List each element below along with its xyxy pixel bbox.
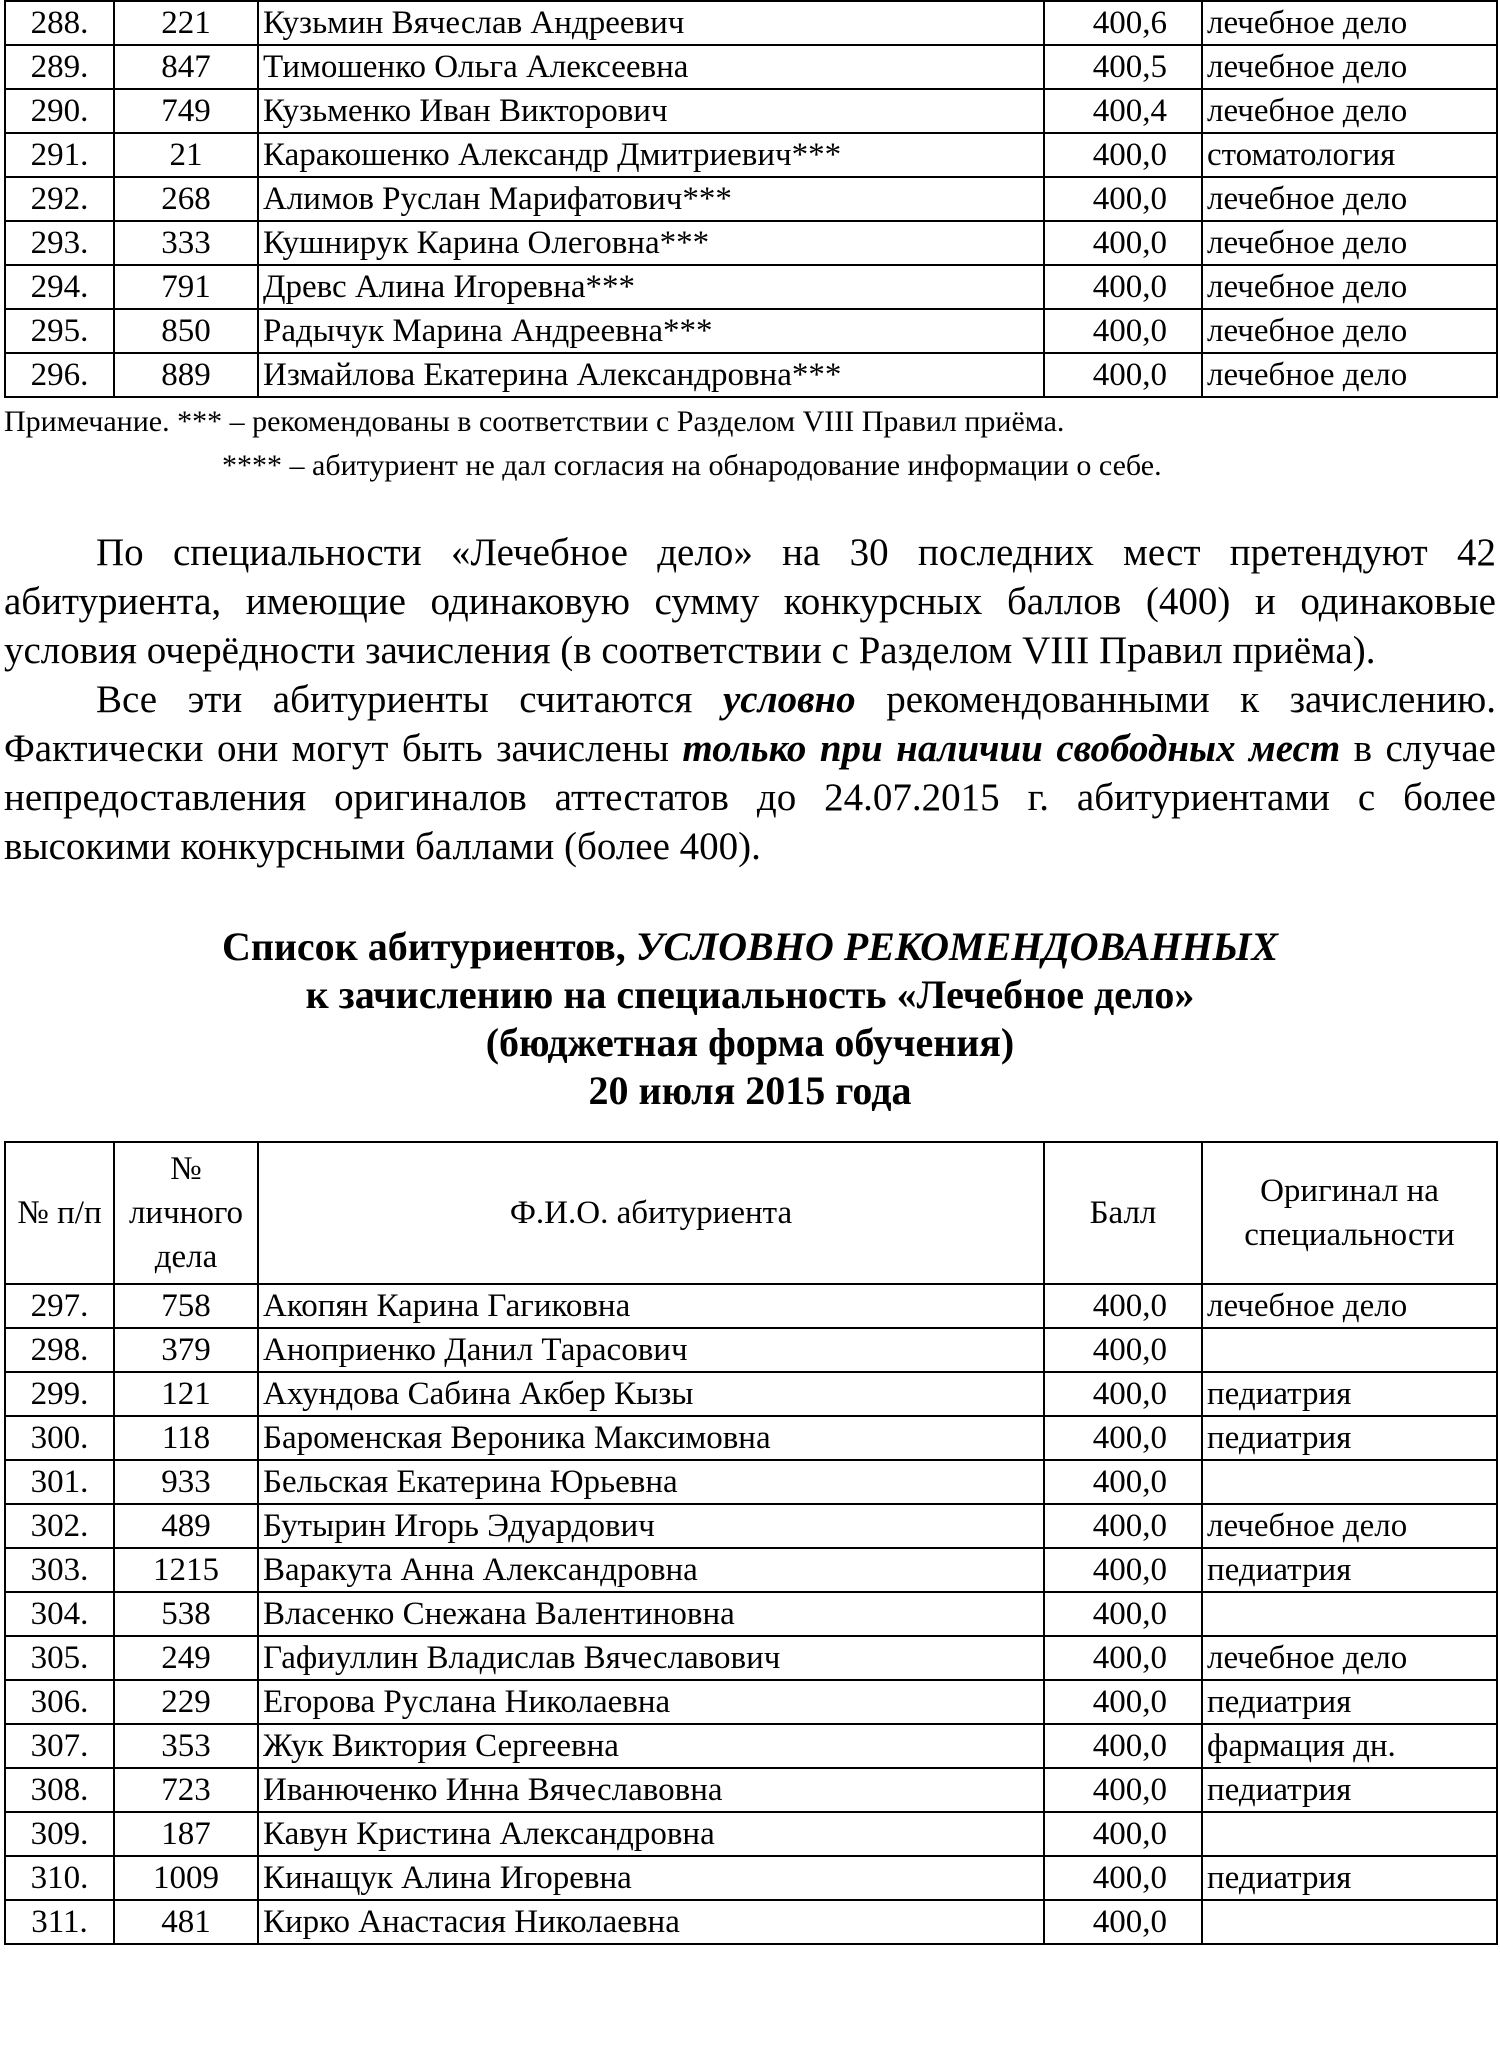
score: 400,0 — [1044, 265, 1202, 309]
score: 400,0 — [1044, 1416, 1202, 1460]
col-header-num: № п/п — [5, 1142, 114, 1284]
table-row — [5, 265, 1497, 309]
applicant-name: Кирко Анастасия Николаевна — [258, 1900, 1044, 1944]
original-specialty: педиатрия — [1202, 1768, 1497, 1812]
applicant-name: Жук Виктория Сергеевна — [258, 1724, 1044, 1768]
original-specialty: лечебное дело — [1202, 1284, 1497, 1328]
applicant-name: Тимошенко Ольга Алексеевна — [258, 45, 1044, 89]
table-row — [5, 1372, 1497, 1416]
file-number: 791 — [114, 265, 258, 309]
applicant-name: Ахундова Сабина Акбер Кызы — [258, 1372, 1044, 1416]
table-row — [5, 309, 1497, 353]
score: 400,0 — [1044, 1548, 1202, 1592]
score: 400,0 — [1044, 1592, 1202, 1636]
row-number: 296. — [5, 353, 114, 397]
original-specialty: лечебное дело — [1202, 309, 1497, 353]
score: 400,0 — [1044, 353, 1202, 397]
file-number: 850 — [114, 309, 258, 353]
body-text — [4, 528, 1496, 871]
heading-line-3: (бюджетная форма обучения) — [485, 1020, 1015, 1065]
file-number: 723 — [114, 1768, 258, 1812]
col-header-original: Оригинал на специальности — [1202, 1142, 1497, 1284]
table-row — [5, 1548, 1497, 1592]
file-number: 481 — [114, 1900, 258, 1944]
score: 400,0 — [1044, 177, 1202, 221]
applicant-name: Иванюченко Инна Вячеславовна — [258, 1768, 1044, 1812]
score: 400,0 — [1044, 1460, 1202, 1504]
note-line-1: Примечание. *** – рекомендованы в соответствии с Разделом VIII Правил приёма. — [4, 405, 1065, 438]
table-row — [5, 1724, 1497, 1768]
score: 400,0 — [1044, 1724, 1202, 1768]
file-number: 353 — [114, 1724, 258, 1768]
document-page — [4, 0, 1496, 1945]
table-row — [5, 89, 1497, 133]
score: 400,0 — [1044, 1372, 1202, 1416]
paragraph-2-part-1: Все эти абитуриенты считаются — [96, 678, 723, 721]
applicant-name: Радычук Марина Андреевна*** — [258, 309, 1044, 353]
file-number: 249 — [114, 1636, 258, 1680]
original-specialty: фармация дн. — [1202, 1724, 1497, 1768]
row-number: 300. — [5, 1416, 114, 1460]
heading-line-1 — [4, 923, 1496, 971]
score: 400,0 — [1044, 309, 1202, 353]
paragraph-2-emphasis-2: только при наличии свободных мест — [682, 727, 1341, 770]
original-specialty: лечебное дело — [1202, 45, 1497, 89]
original-specialty — [1202, 1900, 1497, 1944]
table-row — [5, 1328, 1497, 1372]
row-number: 290. — [5, 89, 114, 133]
score: 400,6 — [1044, 1, 1202, 45]
row-number: 302. — [5, 1504, 114, 1548]
file-number: 489 — [114, 1504, 258, 1548]
file-number: 187 — [114, 1812, 258, 1856]
applicant-name: Кушнирук Карина Олеговна*** — [258, 221, 1044, 265]
file-number: 379 — [114, 1328, 258, 1372]
row-number: 293. — [5, 221, 114, 265]
score: 400,0 — [1044, 221, 1202, 265]
row-number: 294. — [5, 265, 114, 309]
row-number: 295. — [5, 309, 114, 353]
score: 400,0 — [1044, 1856, 1202, 1900]
file-number: 758 — [114, 1284, 258, 1328]
applicant-name: Алимов Руслан Марифатович*** — [258, 177, 1044, 221]
original-specialty: лечебное дело — [1202, 177, 1497, 221]
file-number: 749 — [114, 89, 258, 133]
table-row — [5, 1592, 1497, 1636]
row-number: 305. — [5, 1636, 114, 1680]
row-number: 301. — [5, 1460, 114, 1504]
table-row — [5, 1812, 1497, 1856]
heading-line-2: к зачислению на специальность «Лечебное дело» — [305, 972, 1195, 1017]
row-number: 307. — [5, 1724, 114, 1768]
table-row — [5, 1504, 1497, 1548]
row-number: 289. — [5, 45, 114, 89]
score: 400,0 — [1044, 1680, 1202, 1724]
original-specialty — [1202, 1812, 1497, 1856]
table-row — [5, 1900, 1497, 1944]
original-specialty: лечебное дело — [1202, 1636, 1497, 1680]
row-number: 306. — [5, 1680, 114, 1724]
original-specialty: педиатрия — [1202, 1416, 1497, 1460]
original-specialty: лечебное дело — [1202, 1, 1497, 45]
applicant-name: Древс Алина Игоревна*** — [258, 265, 1044, 309]
original-specialty: стоматология — [1202, 133, 1497, 177]
row-number: 309. — [5, 1812, 114, 1856]
table-row — [5, 1, 1497, 45]
score: 400,4 — [1044, 89, 1202, 133]
col-header-file: № личного дела — [114, 1142, 258, 1284]
table-row — [5, 353, 1497, 397]
score: 400,5 — [1044, 45, 1202, 89]
applicant-name: Каракошенко Александр Дмитриевич*** — [258, 133, 1044, 177]
table-row — [5, 1460, 1497, 1504]
row-number: 310. — [5, 1856, 114, 1900]
file-number: 889 — [114, 353, 258, 397]
table-row — [5, 1284, 1497, 1328]
original-specialty: педиатрия — [1202, 1548, 1497, 1592]
heading-line-1-italic: УСЛОВНО РЕКОМЕНДОВАННЫХ — [635, 924, 1279, 969]
table-row — [5, 1856, 1497, 1900]
table-row — [5, 1636, 1497, 1680]
conditional-applicants-table-body — [5, 1284, 1497, 1944]
note-line-2: **** – абитуриент не дал согласия на обнародование информации о себе. — [222, 449, 1162, 482]
applicant-name: Кавун Кристина Александровна — [258, 1812, 1044, 1856]
original-specialty: педиатрия — [1202, 1372, 1497, 1416]
table-row — [5, 1680, 1497, 1724]
original-specialty: педиатрия — [1202, 1680, 1497, 1724]
file-number: 1009 — [114, 1856, 258, 1900]
original-specialty: лечебное дело — [1202, 221, 1497, 265]
row-number: 292. — [5, 177, 114, 221]
paragraph-2 — [4, 675, 1496, 871]
note — [4, 400, 1496, 488]
score: 400,0 — [1044, 1900, 1202, 1944]
score: 400,0 — [1044, 1504, 1202, 1548]
applicant-name: Власенко Снежана Валентиновна — [258, 1592, 1044, 1636]
table-row — [5, 221, 1497, 265]
heading-line-1-plain: Список абитуриентов, — [221, 924, 636, 969]
file-number: 221 — [114, 1, 258, 45]
file-number: 21 — [114, 133, 258, 177]
col-header-score: Балл — [1044, 1142, 1202, 1284]
original-specialty: лечебное дело — [1202, 89, 1497, 133]
table-row — [5, 1768, 1497, 1812]
row-number: 288. — [5, 1, 114, 45]
applicant-name: Бельская Екатерина Юрьевна — [258, 1460, 1044, 1504]
file-number: 333 — [114, 221, 258, 265]
row-number: 299. — [5, 1372, 114, 1416]
file-number: 933 — [114, 1460, 258, 1504]
applicant-name: Бутырин Игорь Эдуардович — [258, 1504, 1044, 1548]
table-row — [5, 1416, 1497, 1460]
table-row — [5, 45, 1497, 89]
file-number: 121 — [114, 1372, 258, 1416]
col-header-name: Ф.И.О. абитуриента — [258, 1142, 1044, 1284]
file-number: 847 — [114, 45, 258, 89]
file-number: 268 — [114, 177, 258, 221]
row-number: 308. — [5, 1768, 114, 1812]
score: 400,0 — [1044, 1284, 1202, 1328]
applicant-name: Акопян Карина Гагиковна — [258, 1284, 1044, 1328]
applicant-name: Кинащук Алина Игоревна — [258, 1856, 1044, 1900]
row-number: 298. — [5, 1328, 114, 1372]
original-specialty — [1202, 1460, 1497, 1504]
applicant-name: Кузьменко Иван Викторович — [258, 89, 1044, 133]
score: 400,0 — [1044, 133, 1202, 177]
file-number: 229 — [114, 1680, 258, 1724]
list-heading — [4, 923, 1496, 1115]
applicant-name: Кузьмин Вячеслав Андреевич — [258, 1, 1044, 45]
applicant-name: Измайлова Екатерина Александровна*** — [258, 353, 1044, 397]
row-number: 303. — [5, 1548, 114, 1592]
original-specialty: лечебное дело — [1202, 1504, 1497, 1548]
original-specialty — [1202, 1592, 1497, 1636]
row-number: 291. — [5, 133, 114, 177]
top-applicants-table-body — [5, 1, 1497, 397]
conditional-applicants-table — [4, 1141, 1498, 1945]
file-number: 118 — [114, 1416, 258, 1460]
score: 400,0 — [1044, 1328, 1202, 1372]
row-number: 304. — [5, 1592, 114, 1636]
row-number: 311. — [5, 1900, 114, 1944]
file-number: 1215 — [114, 1548, 258, 1592]
row-number: 297. — [5, 1284, 114, 1328]
applicant-name: Варакута Анна Александровна — [258, 1548, 1044, 1592]
score: 400,0 — [1044, 1812, 1202, 1856]
original-specialty: педиатрия — [1202, 1856, 1497, 1900]
file-number: 538 — [114, 1592, 258, 1636]
score: 400,0 — [1044, 1636, 1202, 1680]
table-header-row — [5, 1142, 1497, 1284]
paragraph-2-part-2: рекомендованными к зачислению. Фактически они могут быть зачислены — [4, 678, 1496, 770]
applicant-name: Егорова Руслана Николаевна — [258, 1680, 1044, 1724]
original-specialty: лечебное дело — [1202, 265, 1497, 309]
original-specialty: лечебное дело — [1202, 353, 1497, 397]
score: 400,0 — [1044, 1768, 1202, 1812]
paragraph-1: По специальности «Лечебное дело» на 30 последних мест претендуют 42 абитуриента, имеющие одинаковую сумму конкурсных баллов (400) и одинаковые условия очерёдности зачисления (в соответствии с Разделом VIII Правил приёма). — [4, 531, 1496, 672]
top-applicants-table — [4, 0, 1498, 398]
original-specialty — [1202, 1328, 1497, 1372]
applicant-name: Бароменская Вероника Максимовна — [258, 1416, 1044, 1460]
heading-line-4: 20 июля 2015 года — [588, 1068, 912, 1113]
applicant-name: Гафиуллин Владислав Вячеславович — [258, 1636, 1044, 1680]
paragraph-2-part-3: в случае непредоставления оригиналов аттестатов до 24.07.2015 г. абитуриентами с более высокими конкурсными баллами (более 400). — [4, 727, 1496, 868]
paragraph-2-emphasis-1: условно — [722, 678, 856, 721]
table-row — [5, 133, 1497, 177]
applicant-name: Аноприенко Данил Тарасович — [258, 1328, 1044, 1372]
table-row — [5, 177, 1497, 221]
